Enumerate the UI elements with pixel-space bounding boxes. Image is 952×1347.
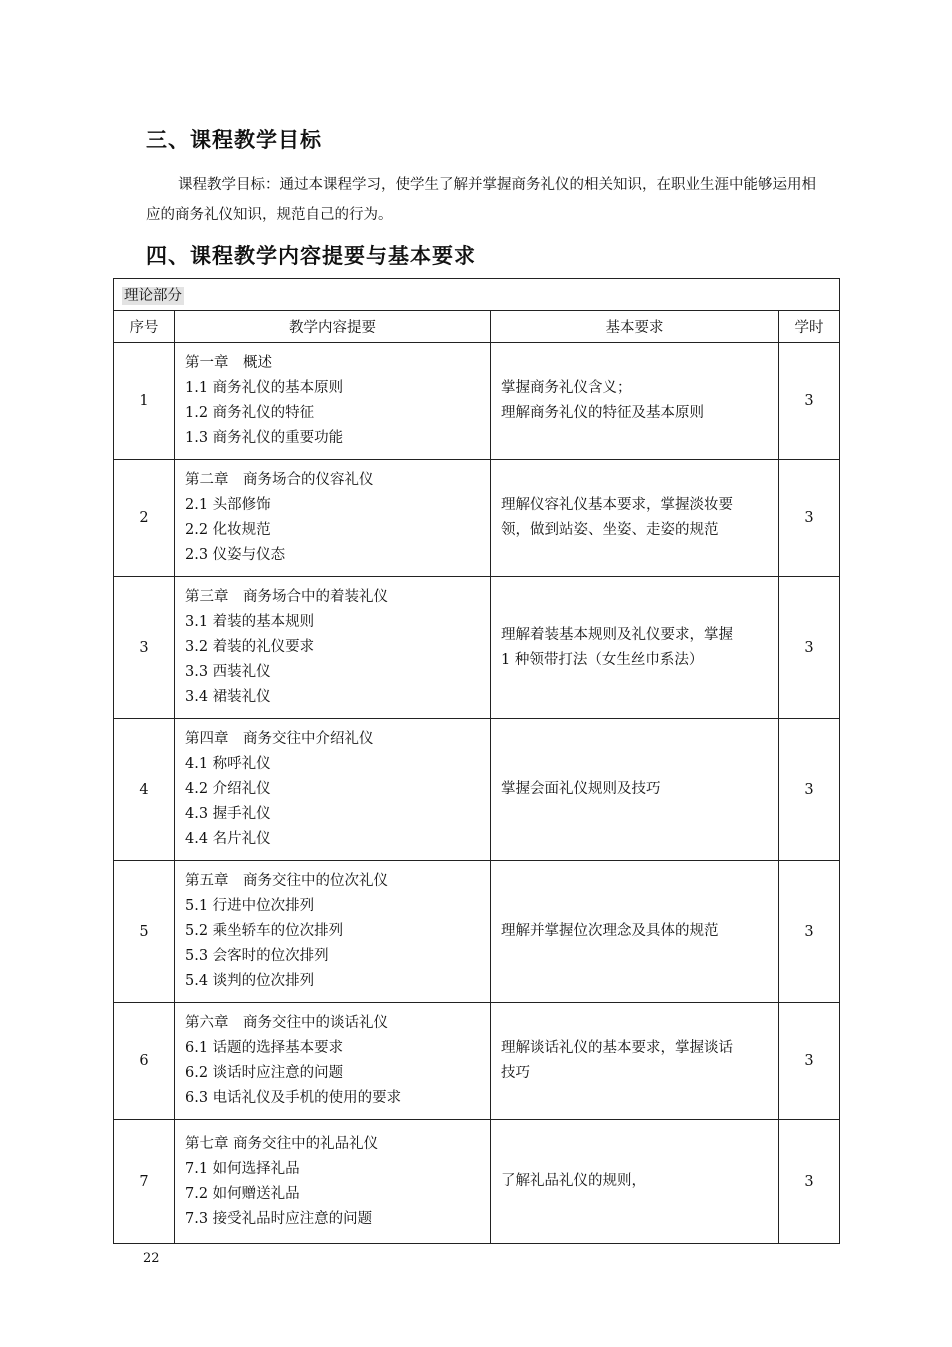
row-topics-cell [175,460,491,577]
topic-line: 第七章 商务交往中的礼品礼仪 [185,1135,379,1152]
topic-line: 2.2 化妆规范 [185,522,271,538]
requirement-line: 技巧 [501,1065,530,1081]
row-topics-cell [175,577,491,719]
section-label-cell [114,279,840,311]
topic-line: 1.2 商务礼仪的特征 [185,405,315,421]
row-requirements-cell [491,460,779,577]
topic-line: 4.3 握手礼仪 [185,806,271,822]
row-requirements-cell [491,1120,779,1244]
topic-line: 第五章 商务交往中的位次礼仪 [185,873,388,889]
topic-line: 2.3 仪姿与仪态 [185,547,286,563]
table-header-row [114,311,840,343]
row-seq-cell: 2 [114,460,175,577]
row-topics-cell [175,343,491,460]
row-hours-cell: 3 [779,1120,840,1244]
table-row [114,343,840,460]
row-requirements-cell [491,861,779,1003]
row-hours-cell: 3 [779,460,840,577]
row-requirements-cell [491,343,779,460]
topic-line: 3.4 裙装礼仪 [185,689,271,705]
requirement-line: 掌握会面礼仪规则及技巧 [501,781,661,797]
topic-line: 5.4 谈判的位次排列 [185,973,315,989]
table-row [114,1003,840,1120]
row-topics-cell [175,1120,491,1244]
topic-line: 5.1 行进中位次排列 [185,898,315,914]
row-requirements-cell [491,1003,779,1120]
topic-line: 2.1 头部修饰 [185,497,271,513]
requirement-line: 了解礼品礼仪的规则， [501,1173,646,1189]
topic-line: 7.3 接受礼品时应注意的问题 [185,1210,373,1227]
row-topics-cell [175,1003,491,1120]
row-requirements-cell [491,577,779,719]
row-seq-cell: 1 [114,343,175,460]
requirement-line: 领，做到站姿、坐姿、走姿的规范 [501,522,719,538]
row-hours-cell: 3 [779,343,840,460]
row-seq-cell: 5 [114,861,175,1003]
table-row [114,719,840,861]
topic-line: 7.1 如何选择礼品 [185,1160,300,1177]
topic-line: 第四章 商务交往中介绍礼仪 [185,731,374,747]
row-seq-cell: 7 [114,1120,175,1244]
header-hours: 学时 [779,311,840,343]
topic-line: 3.3 西装礼仪 [185,664,271,680]
requirement-line: 理解仪容礼仪基本要求，掌握淡妆要 [501,497,733,513]
course-content-table [113,278,840,1244]
row-hours-cell: 3 [779,861,840,1003]
header-seq: 序号 [114,311,175,343]
requirement-line: 1 种领带打法（女生丝巾系法） [501,651,704,668]
header-content: 教学内容提要 [175,311,491,343]
topic-line: 第二章 商务场合的仪容礼仪 [185,472,374,488]
row-hours-cell: 3 [779,577,840,719]
requirement-line: 理解并掌握位次理念及具体的规范 [501,923,719,939]
requirement-line: 理解着装基本规则及礼仪要求，掌握 [501,626,733,643]
page-number: 22 [143,1251,160,1266]
requirement-line: 理解商务礼仪的特征及基本原则 [501,405,704,421]
topic-line: 5.2 乘坐轿车的位次排列 [185,923,344,939]
topic-line: 4.1 称呼礼仪 [185,756,271,772]
row-seq-cell: 3 [114,577,175,719]
topic-line: 6.1 话题的选择基本要求 [185,1040,344,1056]
topic-line: 第三章 商务场合中的着装礼仪 [185,589,388,605]
topic-line: 6.2 谈话时应注意的问题 [185,1065,344,1081]
table-row [114,1120,840,1244]
section-3-paragraph: 课程教学目标：通过本课程学习，使学生了解并掌握商务礼仪的相关知识，在职业生涯中能够运用相应的商务礼仪知识，规范自己的行为。 [146,177,816,223]
row-hours-cell: 3 [779,719,840,861]
topic-line: 第一章 概述 [185,355,272,371]
topic-line: 3.1 着装的基本规则 [185,614,315,630]
section-3-heading: 三、课程教学目标 [146,128,322,152]
row-seq-cell: 4 [114,719,175,861]
table-row [114,577,840,719]
topic-line: 1.3 商务礼仪的重要功能 [185,430,344,446]
requirement-line: 掌握商务礼仪含义； [501,380,632,396]
row-requirements-cell [491,719,779,861]
header-requirements: 基本要求 [491,311,779,343]
requirement-line: 理解谈话礼仪的基本要求，掌握谈话 [501,1040,733,1056]
topic-line: 4.4 名片礼仪 [185,831,271,847]
row-topics-cell [175,719,491,861]
topic-line: 3.2 着装的礼仪要求 [185,639,315,655]
table-row [114,460,840,577]
table-section-row [114,279,840,311]
topic-line: 6.3 电话礼仪及手机的使用的要求 [185,1090,402,1106]
row-hours-cell: 3 [779,1003,840,1120]
row-seq-cell: 6 [114,1003,175,1120]
topic-line: 7.2 如何赠送礼品 [185,1185,300,1202]
topic-line: 5.3 会客时的位次排列 [185,948,329,964]
theory-section-label: 理论部分 [124,288,182,304]
topic-line: 4.2 介绍礼仪 [185,781,271,797]
table-row [114,861,840,1003]
row-topics-cell [175,861,491,1003]
topic-line: 1.1 商务礼仪的基本原则 [185,380,344,396]
section-4-heading: 四、课程教学内容提要与基本要求 [146,244,476,268]
topic-line: 第六章 商务交往中的谈话礼仪 [185,1015,388,1031]
